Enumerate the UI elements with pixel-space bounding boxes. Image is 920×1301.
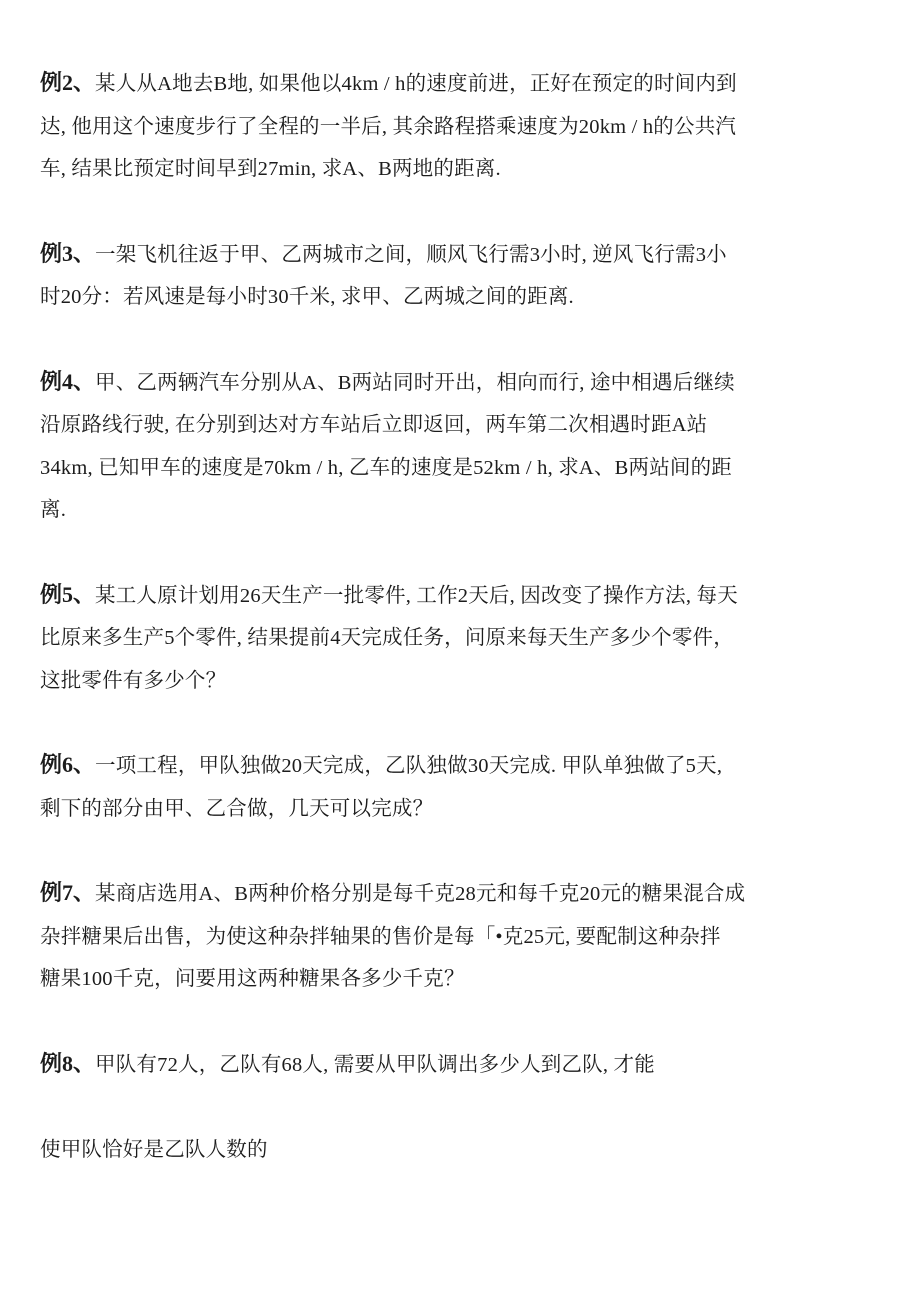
document-body [40, 62, 746, 1171]
problem-line: 比原来多生产5个零件, 结果提前4天完成任务，问原来每天生产多少个零件， [40, 627, 734, 649]
problem-block [40, 233, 730, 319]
problem-label: 例6、 [40, 752, 96, 777]
problem-line [40, 62, 737, 106]
problem-line-text: 甲、乙两辆汽车分别从A、B两站同时开出，相向而行, 途中相遇后继续 [95, 371, 735, 394]
problem-line [40, 872, 746, 916]
problem-line [40, 1043, 730, 1087]
problem-line: 离. [40, 499, 67, 521]
problem-line-text: 甲队有72人，乙队有68人, 需要从甲队调出多少人到乙队, 才能 [95, 1053, 655, 1076]
problem-block [40, 62, 737, 191]
problem-line: 时20分：若风速是每小时30千米, 求甲、乙两城之间的距离. [40, 286, 574, 308]
problem-line: 车, 结果比预定时间早到27min, 求A、B两地的距离. [40, 158, 501, 180]
problem-block [40, 574, 738, 703]
problem-line: 沿原路线行驶, 在分别到达对方车站后立即返回，两车第二次相遇时距A站 [40, 414, 708, 436]
problem-line-text: 一项工程，甲队独做20天完成，乙队独做30天完成. 甲队单独做了5天, [95, 755, 723, 777]
problem-line: 这批零件有多少个？ [40, 669, 227, 692]
problem-line: 糖果100千克，问要用这两种糖果各多少千克？ [40, 968, 465, 990]
problem-label: 例8、 [40, 1050, 96, 1076]
problem-line-text: 某商店选用A、B两种价格分别是每千克28元和每千克20元的糖果混合成 [95, 883, 746, 905]
problem-line: 剩下的部分由甲、乙合做，几天可以完成？ [40, 797, 434, 820]
problem-block [40, 1043, 730, 1172]
problem-label: 例4、 [40, 368, 96, 394]
problem-block [40, 744, 730, 830]
problem-line: 34km, 已知甲车的速度是70km / h, 乙车的速度是52km / h, 求A、B两站间的距 [40, 456, 733, 479]
problem-line: 杂拌糖果后出售，为使这种杂拌轴果的售价是每「•克25元, 要配制这种杂拌 [40, 925, 721, 948]
problem-line: 使甲队恰好是乙队人数的 [40, 1138, 268, 1161]
problem-line [40, 361, 735, 405]
problem-block [40, 872, 746, 1001]
problem-label: 例3、 [40, 240, 96, 266]
problem-line-text: 某人从A地去B地, 如果他以4km / h的速度前进，正好在预定的时间内到 [95, 73, 737, 95]
problem-line: 达, 他用这个速度步行了全程的一半后, 其余路程搭乘速度为20km / h的公共汽 [40, 115, 737, 138]
problem-line [40, 574, 738, 618]
problem-line [40, 744, 730, 788]
problem-line-text: 某工人原计划用26天生产一批零件, 工作2天后, 因改变了操作方法, 每天 [95, 584, 738, 607]
problem-line [40, 233, 730, 277]
problem-label: 例2、 [40, 70, 96, 95]
problem-line-blank [40, 1086, 730, 1129]
problem-label: 例7、 [40, 880, 96, 905]
problem-label: 例5、 [40, 581, 96, 607]
problem-line-text: 一架飞机往返于甲、乙两城市之间，顺风飞行需3小时, 逆风飞行需3小 [95, 243, 727, 266]
problem-block [40, 361, 735, 532]
